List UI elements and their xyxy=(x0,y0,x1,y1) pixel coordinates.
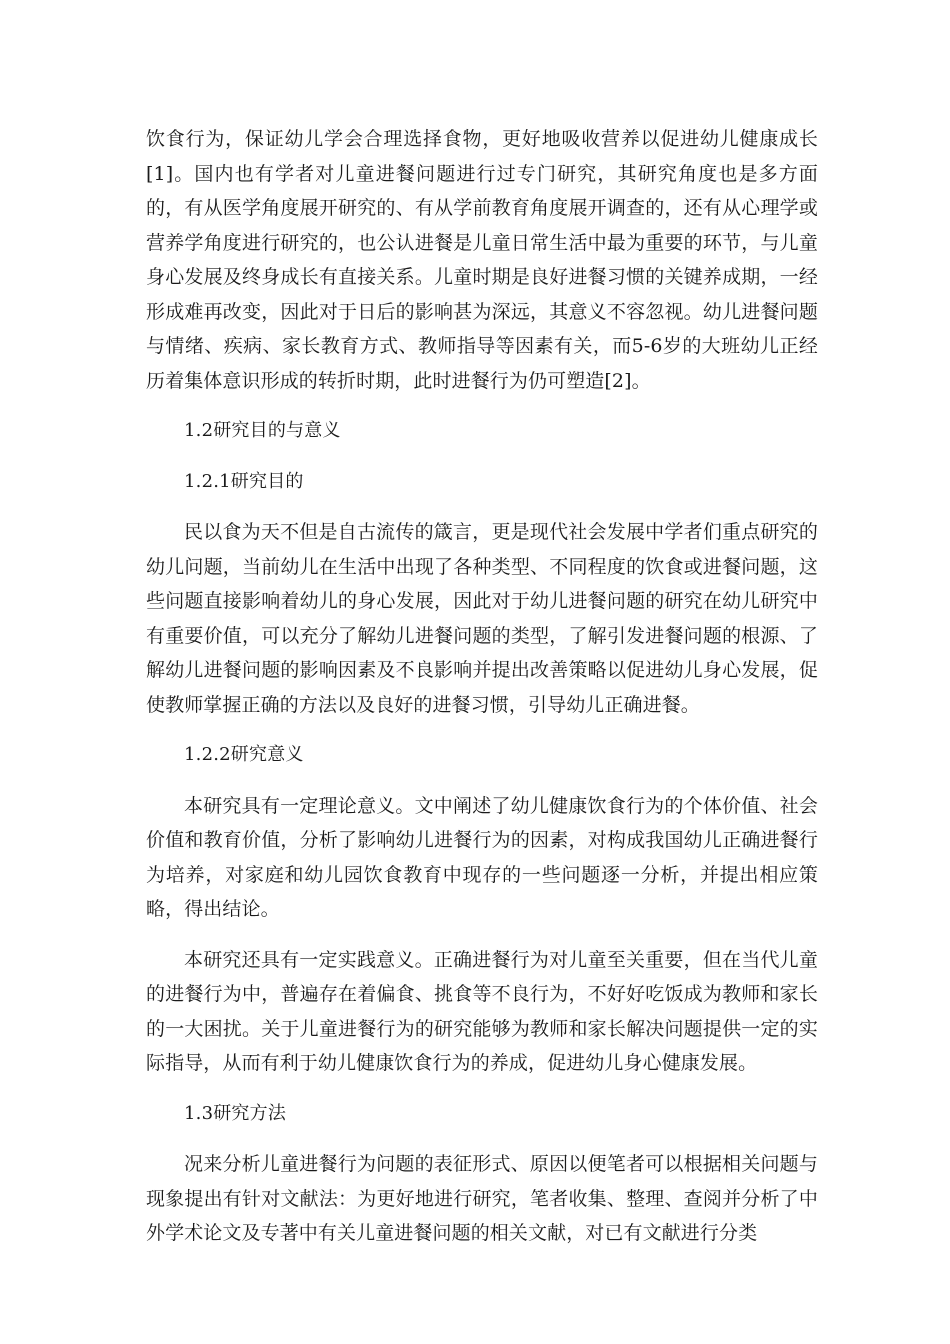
section-heading-1-3: 1.3研究方法 xyxy=(184,1102,287,1124)
document-body xyxy=(146,122,818,1267)
paragraph-practical-significance: 本研究还具有一定实践意义。正确进餐行为对儿童至关重要，但在当代儿童的进餐行为中，普遍存在着偏食、挑食等不良行为，不好好吃饭成为教师和家长的一大困扰。关于儿童进餐行为的研究能够为教师和家长解决问题提供一定的实际指导，从而有利于幼儿健康饮食行为的养成，促进幼儿身心健康发展。 xyxy=(146,948,818,1074)
paragraph-research-method: 况来分析儿童进餐行为问题的表征形式、原因以便笔者可以根据相关问题与现象提出有针对文献法：为更好地进行研究，笔者收集、整理、查阅并分析了中外学术论文及专著中有关儿童进餐问题的相关文献，对已有文献进行分类 xyxy=(146,1153,818,1244)
section-heading-1-2: 1.2研究目的与意义 xyxy=(184,420,341,441)
subsection-heading-1-2-1: 1.2.1研究目的 xyxy=(184,470,304,492)
paragraph-theoretical-significance: 本研究具有一定理论意义。文中阐述了幼儿健康饮食行为的个体价值、社会价值和教育价值，分析了影响幼儿进餐行为的因素，对构成我国幼儿正确进餐行为培养，对家庭和幼儿园饮食教育中现存的一些问题逐一分析，并提出相应策略，得出结论。 xyxy=(146,794,818,920)
paragraph-background-continued: 饮食行为，保证幼儿学会合理选择食物，更好地吸收营养以促进幼儿健康成长[1]。国内也有学者对儿童进餐问题进行过专门研究，其研究角度也是多方面的，有从医学角度展开研究的、有从学前教育角度展开调查的，还有从心理学或营养学角度进行研究的，也公认进餐是儿童日常生活中最为重要的环节，与儿童身心发展及终身成长有直接关系。儿童时期是良好进餐习惯的关键养成期，一经形成难再改变，因此对于日后的影响甚为深远，其意义不容忽视。幼儿进餐问题与情绪、疾病、家长教育方式、教师指导等因素有关，而5-6岁的大班幼儿正经历着集体意识形成的转折时期，此时进餐行为仍可塑造[2]。 xyxy=(146,128,818,392)
paragraph-research-purpose: 民以食为天不但是自古流传的箴言，更是现代社会发展中学者们重点研究的幼儿问题，当前幼儿在生活中出现了各种类型、不同程度的饮食或进餐问题，这些问题直接影响着幼儿的身心发展，因此对于幼儿进餐问题的研究在幼儿研究中有重要价值，可以充分了解幼儿进餐问题的类型，了解引发进餐问题的根源、了解幼儿进餐问题的影响因素及不良影响并提出改善策略以促进幼儿身心发展，促使教师掌握正确的方法以及良好的进餐习惯，引导幼儿正确进餐。 xyxy=(146,521,818,716)
subsection-heading-1-2-2: 1.2.2研究意义 xyxy=(184,744,304,765)
